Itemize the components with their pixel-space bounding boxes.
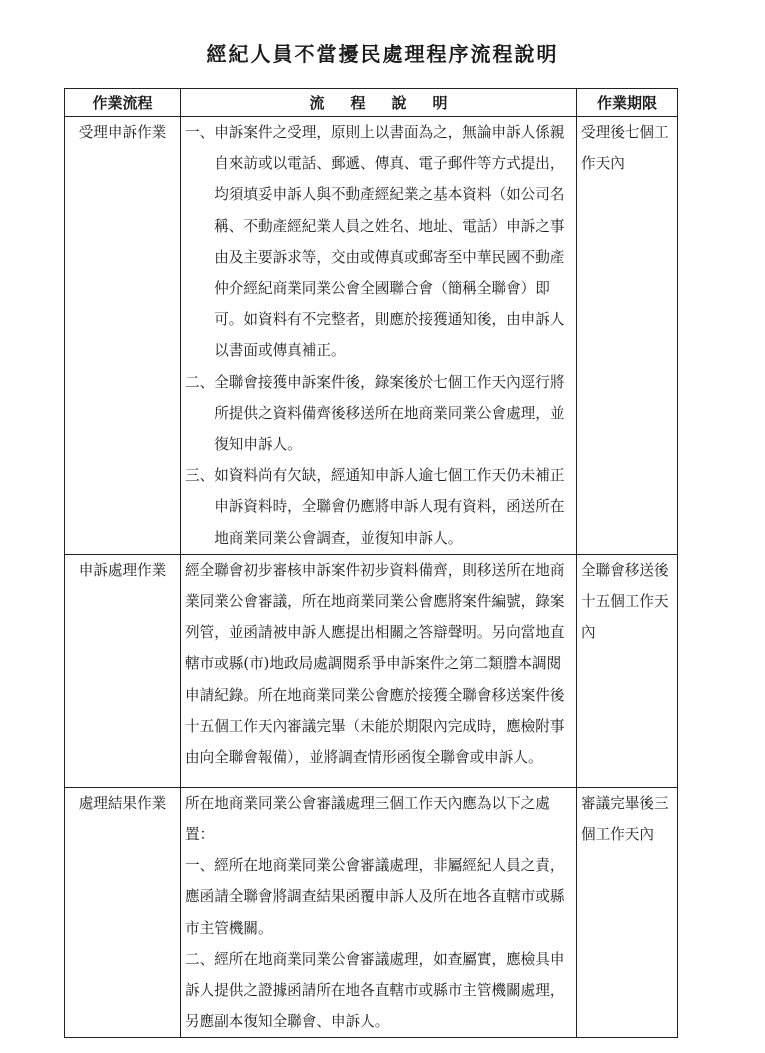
table-header-row [65,89,678,117]
header-description: 流程說明 [181,89,577,117]
item-number: 一、 [185,857,215,875]
intro-text: 所在地商業同業公會審議處理三個工作天內應為以下之處置： [185,794,550,844]
stage-cell: 處理結果作業 [65,787,181,1038]
stage-cell: 受理申訴作業 [65,117,181,555]
list-item [185,944,574,1038]
table-row [65,117,678,555]
period-cell: 全聯會移送後十五個工作天內 [577,554,678,787]
item-text: 經所在地商業同業公會審議處理，如查屬實，應檢具申訴人提供之證據函請所在地各直轄市或縣市主管機關處理，另應副本復知全聯會、申訴人。 [185,950,565,1031]
item-number: 一、 [185,124,215,141]
period-cell: 審議完畢後三個工作天內 [577,787,678,1038]
list-item [185,117,574,367]
table-row [65,554,678,787]
description-cell [181,787,577,1038]
item-number: 二、 [185,950,215,968]
list-item [185,850,574,944]
header-period: 作業期限 [577,89,678,117]
item-text: 全聯會接獲申訴案件後，錄案後於七個工作天內逕行將所提供之資料備齊後移送所在地商業同業公會處理，並復知申訴人。 [214,373,565,454]
description-cell [181,117,577,555]
item-number: 三、 [185,467,215,485]
document-title: 經紀人員不當擾民處理程序流程說明 [206,42,559,66]
list-item [185,367,574,461]
description-cell: 經全聯會初步審核申訴案件初步資料備齊，則移送所在地商業同業公會審議，所在地商業同業公會應將案件編號，錄案列管，並函請被申訴人應提出相關之答辯聲明。另向當地直轄市或縣(市)地政局處調閱系爭申訴案件之第二類謄本調閱申請紀錄。所在地商業同業公會應於接獲全聯會移送案件後十五個工作天內審議完畢（未能於期限內完成時，應檢附事由向全聯會報備），並將調查情形函復全聯會或申訴人。 [181,554,577,787]
stage-cell: 申訴處理作業 [65,554,181,787]
item-number: 二、 [185,373,215,391]
period-cell: 受理後七個工作天內 [577,117,678,555]
item-text: 申訴案件之受理，原則上以書面為之，無論申訴人係親自來訪或以電話、郵遞、傳真、電子郵件等方式提出，均須填妥申訴人與不動產經紀業之基本資料（如公司名稱、不動產經紀業人員之姓名、地址、電話）申訴之事由及主要訴求等，交由或傳真或郵寄至中華民國不動產仲介經紀商業同業公會全國聯合會（簡稱全聯會）即可。如資料有不完整者，則應於接獲通知後，由申訴人以書面或傳真補正。 [214,124,565,360]
header-stage: 作業流程 [65,89,181,117]
procedure-table [64,88,678,1038]
table-row [65,787,678,1038]
item-text: 如資料尚有欠缺，經通知申訴人逾七個工作天仍未補正申訴資料時，全聯會仍應將申訴人現有資料，函送所在地商業同業公會調查，並復知申訴人。 [214,467,565,547]
item-text: 經所在地商業同業公會審議處理，非屬經紀人員之責，應函請全聯會將調查結果函覆申訴人及所在地各直轄市或縣市主管機關。 [185,857,565,937]
list-item [185,460,574,554]
